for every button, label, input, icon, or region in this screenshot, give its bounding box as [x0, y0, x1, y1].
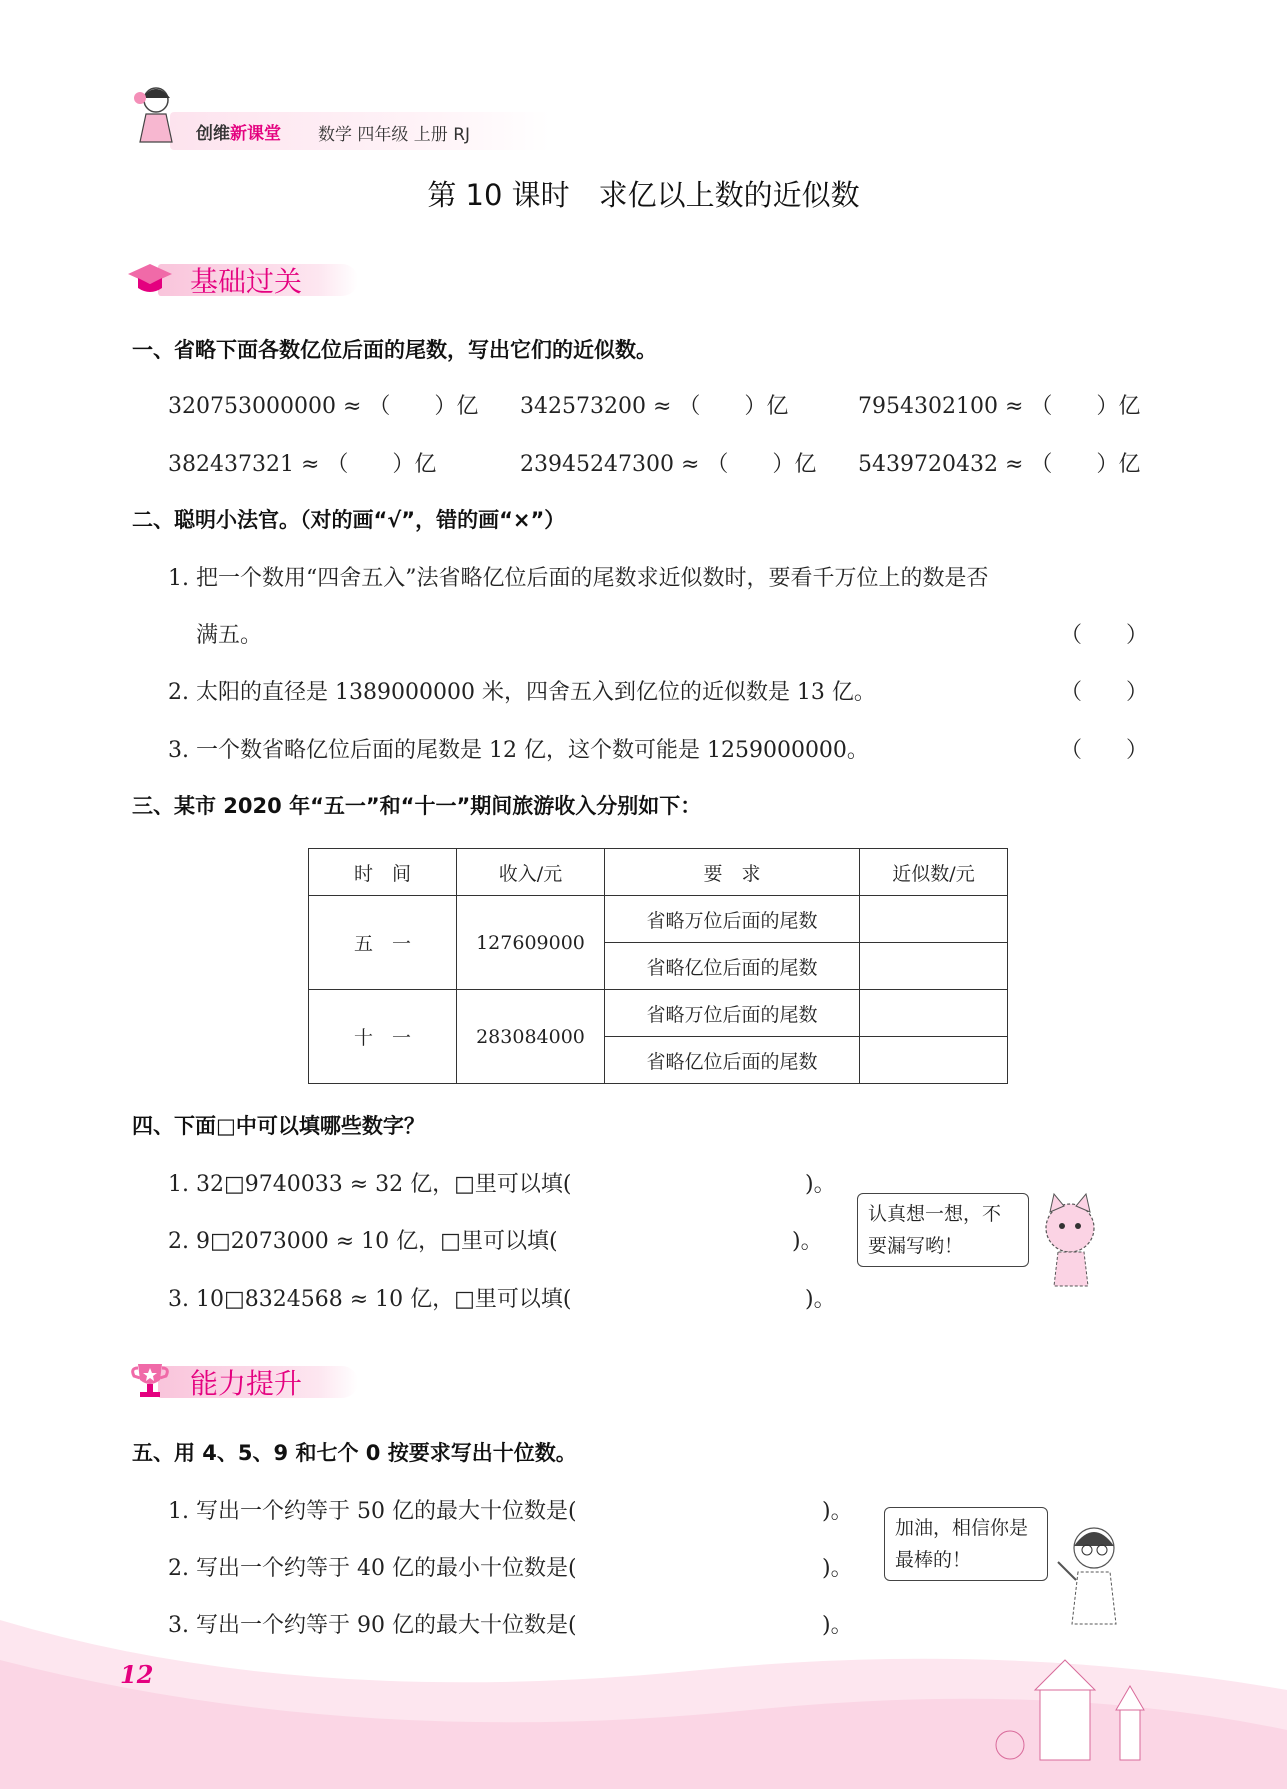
header-girl-illustration	[128, 80, 188, 152]
bubble-line: 加油，相信你是	[895, 1517, 1029, 1539]
section-banner-advanced	[128, 1356, 358, 1404]
speech-bubble-2	[884, 1507, 1048, 1581]
q4-item-3: 3. 10□8324568 ≈ 10 亿，□里可以填(	[168, 1287, 572, 1312]
section-banner-basic	[128, 254, 358, 302]
table-cell-answer[interactable]	[860, 896, 1008, 943]
trophy-icon	[128, 1360, 172, 1400]
table-cell-requirement: 省略亿位后面的尾数	[605, 943, 860, 990]
table-cell-answer[interactable]	[860, 1037, 1008, 1084]
q1-item-2: 342573200 ≈ （ ）亿	[520, 394, 789, 419]
table-row	[309, 990, 1008, 1037]
q2-item-2: 2. 太阳的直径是 1389000000 米，四舍五入到亿位的近似数是 13 亿。	[168, 680, 876, 705]
speech-bubble-1	[857, 1193, 1029, 1267]
q4-item-3-end: )。	[805, 1287, 836, 1312]
section-title: 能力提升	[190, 1367, 303, 1400]
question-5-title: 五、用 4、5、9 和七个 0 按要求写出十位数。	[132, 1441, 577, 1465]
q4-item-2: 2. 9□2073000 ≈ 10 亿，□里可以填(	[168, 1229, 558, 1254]
q2-answer-paren-3[interactable]: （ ）	[1060, 738, 1149, 763]
table-cell-requirement: 省略万位后面的尾数	[605, 896, 860, 943]
q5-item-1: 1. 写出一个约等于 50 亿的最大十位数是(	[168, 1499, 577, 1524]
bubble-line: 最棒的！	[895, 1549, 972, 1571]
graduation-cap-icon	[128, 258, 172, 298]
table-cell-time: 十 一	[309, 990, 457, 1084]
q1-item-1: 320753000000 ≈ （ ）亿	[168, 394, 479, 419]
q2-item-3: 3. 一个数省略亿位后面的尾数是 12 亿，这个数可能是 1259000000。	[168, 738, 869, 763]
question-1-title: 一、省略下面各数亿位后面的尾数，写出它们的近似数。	[132, 338, 657, 362]
question-2-title: 二、聪明小法官。（对的画“√”，错的画“×”）	[132, 508, 566, 532]
page-number: 12	[120, 1660, 154, 1689]
q1-item-6: 5439720432 ≈ （ ）亿	[858, 452, 1141, 477]
castle-illustration	[980, 1650, 1180, 1770]
bubble-line: 认真想一想，不	[868, 1203, 1002, 1225]
q4-item-1: 1. 32□9740033 ≈ 32 亿，□里可以填(	[168, 1172, 572, 1197]
table-cell-income: 127609000	[457, 896, 605, 990]
table-cell-answer[interactable]	[860, 990, 1008, 1037]
q2-answer-paren-1[interactable]: （ ）	[1060, 623, 1149, 648]
table-cell-requirement: 省略万位后面的尾数	[605, 990, 860, 1037]
table-cell-time: 五 一	[309, 896, 457, 990]
table-header: 要 求	[605, 849, 860, 896]
header-subtitle: 数学 四年级 上册 RJ	[318, 125, 471, 145]
header-brand: 创维新课堂	[196, 124, 281, 144]
q5-item-2: 2. 写出一个约等于 40 亿的最小十位数是(	[168, 1556, 577, 1581]
q4-item-1-end: )。	[805, 1172, 836, 1197]
q2-item-1: 1. 把一个数用“四舍五入”法省略亿位后面的尾数求近似数时，要看千万位上的数是否	[168, 566, 989, 591]
q5-item-2-end: )。	[822, 1556, 853, 1581]
lesson-title: 第 10 课时 求亿以上数的近似数	[427, 178, 860, 212]
q1-item-5: 23945247300 ≈ （ ）亿	[520, 452, 817, 477]
q4-item-2-end: )。	[792, 1229, 823, 1254]
q5-item-3: 3. 写出一个约等于 90 亿的最大十位数是(	[168, 1613, 577, 1638]
question-4-title: 四、下面□中可以填哪些数字？	[132, 1114, 425, 1138]
table-header-row	[309, 849, 1008, 896]
q1-item-4: 382437321 ≈ （ ）亿	[168, 452, 437, 477]
q2-answer-paren-2[interactable]: （ ）	[1060, 680, 1149, 705]
q5-item-3-end: )。	[822, 1613, 853, 1638]
table-cell-income: 283084000	[457, 990, 605, 1084]
income-table	[308, 848, 1008, 1084]
q5-item-1-end: )。	[822, 1499, 853, 1524]
table-header: 时 间	[309, 849, 457, 896]
q2-item-1-cont: 满五。	[196, 623, 263, 648]
q1-item-3: 7954302100 ≈ （ ）亿	[858, 394, 1141, 419]
table-header: 近似数/元	[860, 849, 1008, 896]
question-3-title: 三、某市 2020 年“五一”和“十一”期间旅游收入分别如下：	[132, 794, 702, 818]
section-title: 基础过关	[190, 265, 303, 298]
table-header: 收入/元	[457, 849, 605, 896]
table-cell-answer[interactable]	[860, 943, 1008, 990]
table-cell-requirement: 省略亿位后面的尾数	[605, 1037, 860, 1084]
bubble-line: 要漏写哟！	[868, 1235, 964, 1257]
cat-illustration	[1030, 1190, 1120, 1290]
table-row	[309, 896, 1008, 943]
